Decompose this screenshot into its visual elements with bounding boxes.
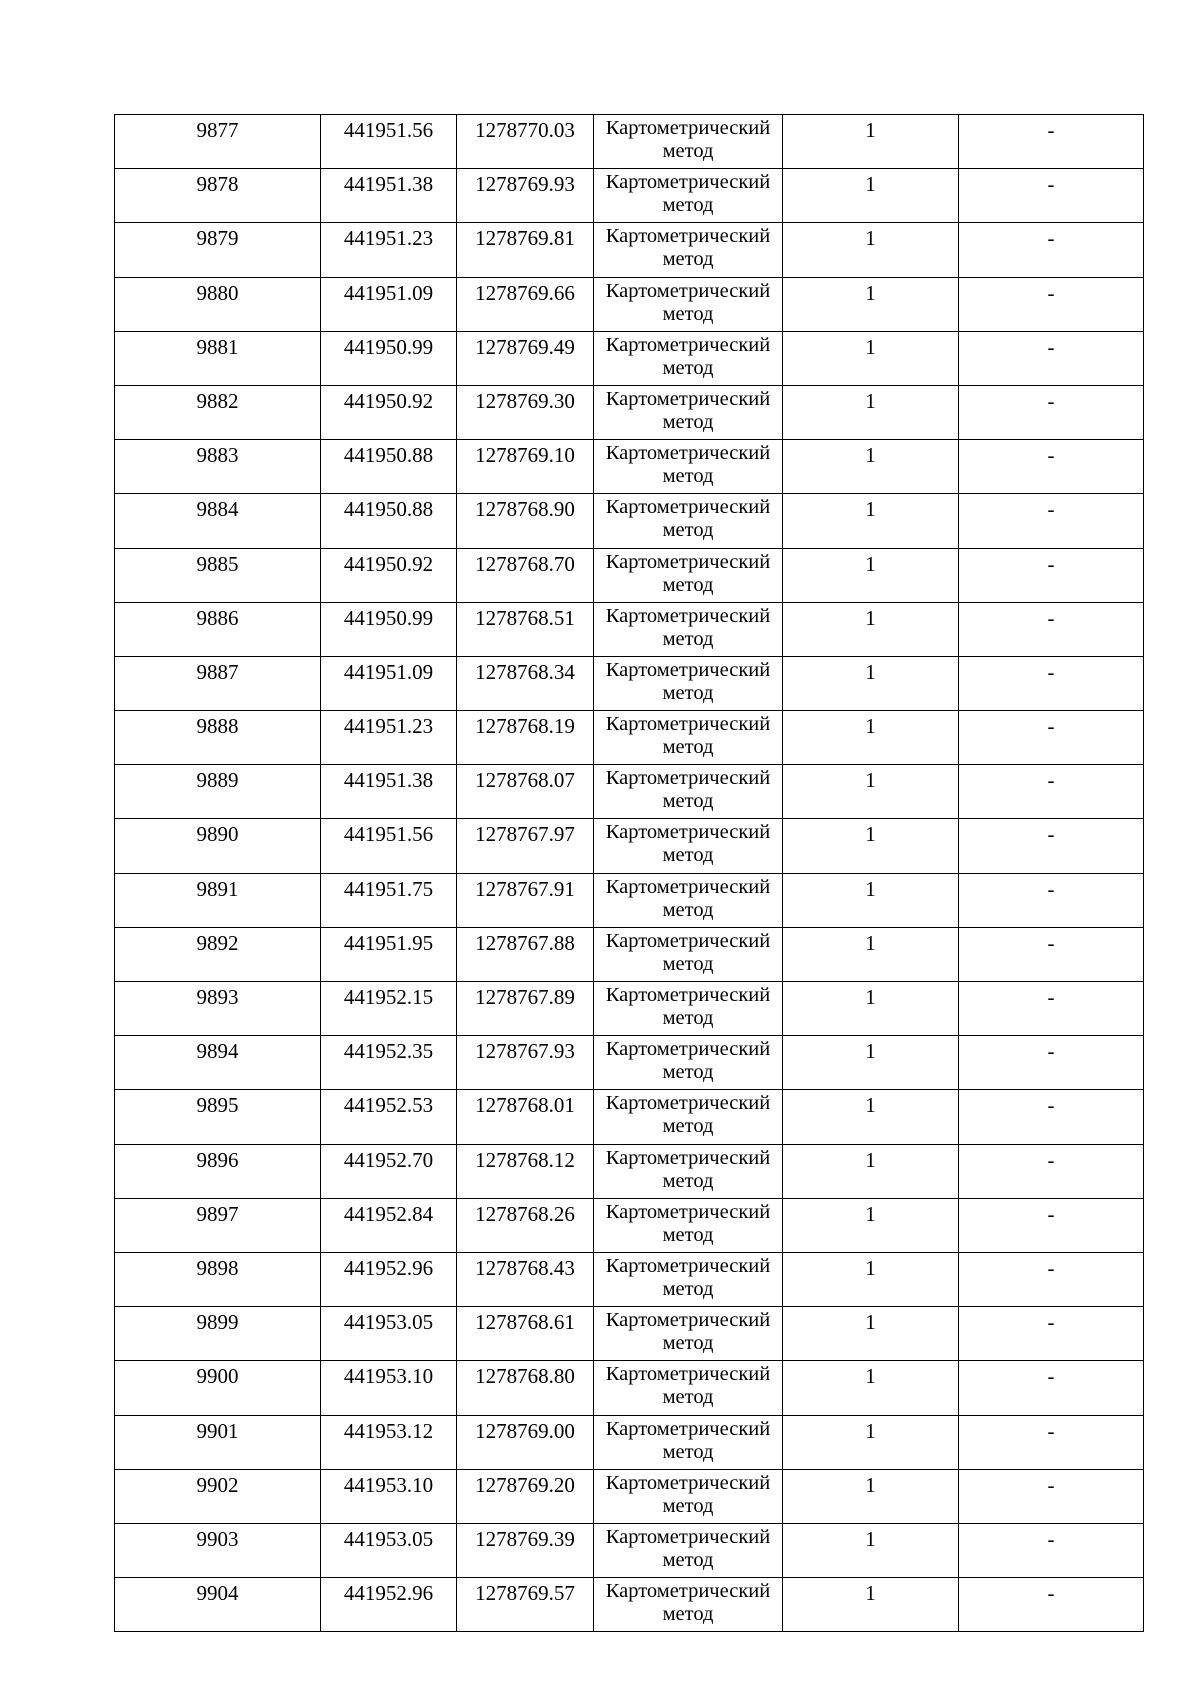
table-row [115, 1415, 1144, 1469]
y-coordinate-cell: 1278770.03 [457, 115, 594, 169]
method-line-1: Картометрический [605, 496, 771, 519]
accuracy-cell: 1 [783, 385, 959, 439]
table-row [115, 440, 1144, 494]
method-line-2: метод [662, 1115, 714, 1138]
table-row [115, 223, 1144, 277]
method-line-2: метод [662, 952, 714, 975]
accuracy-cell: 1 [783, 927, 959, 981]
point-number-cell: 9903 [115, 1523, 321, 1577]
table-row [115, 331, 1144, 385]
note-cell: - [959, 1252, 1144, 1306]
table-row [115, 1361, 1144, 1415]
method-cell [594, 331, 783, 385]
method-cell [594, 1415, 783, 1469]
y-coordinate-cell: 1278769.57 [457, 1578, 594, 1632]
point-number-cell: 9900 [115, 1361, 321, 1415]
point-number-cell: 9891 [115, 873, 321, 927]
point-number-cell: 9904 [115, 1578, 321, 1632]
note-cell: - [959, 1361, 1144, 1415]
x-coordinate-cell: 441951.09 [321, 277, 457, 331]
x-coordinate-cell: 441953.05 [321, 1523, 457, 1577]
method-line-2: метод [662, 1603, 714, 1626]
y-coordinate-cell: 1278768.01 [457, 1090, 594, 1144]
point-number-cell: 9877 [115, 115, 321, 169]
x-coordinate-cell: 441951.56 [321, 115, 457, 169]
point-number-cell: 9880 [115, 277, 321, 331]
method-line-1: Картометрический [605, 442, 771, 465]
coordinates-table [114, 114, 1144, 1632]
method-cell [594, 115, 783, 169]
table-row [115, 548, 1144, 602]
y-coordinate-cell: 1278767.93 [457, 1036, 594, 1090]
note-cell: - [959, 711, 1144, 765]
method-cell [594, 711, 783, 765]
note-cell: - [959, 277, 1144, 331]
note-cell: - [959, 873, 1144, 927]
y-coordinate-cell: 1278768.70 [457, 548, 594, 602]
accuracy-cell: 1 [783, 1144, 959, 1198]
method-line-1: Картометрический [605, 1309, 771, 1332]
method-line-1: Картометрический [605, 929, 771, 952]
accuracy-cell: 1 [783, 711, 959, 765]
accuracy-cell: 1 [783, 819, 959, 873]
table-row [115, 765, 1144, 819]
x-coordinate-cell: 441953.12 [321, 1415, 457, 1469]
method-line-2: метод [662, 790, 714, 813]
point-number-cell: 9886 [115, 602, 321, 656]
note-cell: - [959, 1090, 1144, 1144]
method-line-1: Картометрический [605, 1417, 771, 1440]
method-cell [594, 656, 783, 710]
method-line-2: метод [662, 140, 714, 162]
method-cell [594, 765, 783, 819]
method-line-2: метод [662, 302, 714, 325]
table-row [115, 385, 1144, 439]
point-number-cell: 9895 [115, 1090, 321, 1144]
method-line-2: метод [662, 1007, 714, 1029]
table-row [115, 1198, 1144, 1252]
note-cell: - [959, 331, 1144, 385]
accuracy-cell: 1 [783, 1252, 959, 1306]
x-coordinate-cell: 441952.35 [321, 1036, 457, 1090]
method-line-1: Картометрический [605, 550, 771, 573]
y-coordinate-cell: 1278767.88 [457, 927, 594, 981]
method-line-1: Картометрический [605, 1146, 771, 1169]
method-line-2: метод [662, 519, 714, 542]
x-coordinate-cell: 441950.99 [321, 331, 457, 385]
coordinates-table-body [115, 115, 1144, 1632]
accuracy-cell: 1 [783, 1469, 959, 1523]
note-cell: - [959, 982, 1144, 1036]
table-row [115, 873, 1144, 927]
point-number-cell: 9882 [115, 385, 321, 439]
point-number-cell: 9885 [115, 548, 321, 602]
y-coordinate-cell: 1278769.49 [457, 331, 594, 385]
method-cell [594, 440, 783, 494]
point-number-cell: 9902 [115, 1469, 321, 1523]
x-coordinate-cell: 441953.10 [321, 1361, 457, 1415]
method-line-1: Картометрический [605, 225, 771, 248]
accuracy-cell: 1 [783, 1307, 959, 1361]
table-row [115, 169, 1144, 223]
method-cell [594, 223, 783, 277]
point-number-cell: 9901 [115, 1415, 321, 1469]
method-line-2: метод [662, 736, 714, 759]
table-row [115, 1578, 1144, 1632]
point-number-cell: 9881 [115, 331, 321, 385]
method-line-1: Картометрический [605, 171, 771, 194]
x-coordinate-cell: 441950.92 [321, 385, 457, 439]
note-cell: - [959, 1307, 1144, 1361]
accuracy-cell: 1 [783, 1578, 959, 1632]
x-coordinate-cell: 441951.75 [321, 873, 457, 927]
x-coordinate-cell: 441951.38 [321, 765, 457, 819]
method-line-2: метод [662, 1386, 714, 1409]
table-row [115, 819, 1144, 873]
point-number-cell: 9878 [115, 169, 321, 223]
note-cell: - [959, 494, 1144, 548]
note-cell: - [959, 115, 1144, 169]
method-cell [594, 1252, 783, 1306]
method-line-1: Картометрический [605, 1038, 771, 1061]
note-cell: - [959, 1523, 1144, 1577]
point-number-cell: 9879 [115, 223, 321, 277]
y-coordinate-cell: 1278769.81 [457, 223, 594, 277]
accuracy-cell: 1 [783, 602, 959, 656]
point-number-cell: 9892 [115, 927, 321, 981]
method-line-1: Картометрический [605, 1580, 771, 1603]
y-coordinate-cell: 1278768.90 [457, 494, 594, 548]
y-coordinate-cell: 1278768.26 [457, 1198, 594, 1252]
note-cell: - [959, 1578, 1144, 1632]
method-line-1: Картометрический [605, 1254, 771, 1277]
accuracy-cell: 1 [783, 440, 959, 494]
x-coordinate-cell: 441952.15 [321, 982, 457, 1036]
method-line-1: Картометрический [605, 1092, 771, 1115]
x-coordinate-cell: 441952.96 [321, 1578, 457, 1632]
method-line-2: метод [662, 1440, 714, 1463]
method-line-1: Картометрический [605, 117, 771, 139]
table-row [115, 494, 1144, 548]
method-line-2: метод [662, 410, 714, 433]
accuracy-cell: 1 [783, 656, 959, 710]
x-coordinate-cell: 441952.96 [321, 1252, 457, 1306]
point-number-cell: 9894 [115, 1036, 321, 1090]
point-number-cell: 9890 [115, 819, 321, 873]
accuracy-cell: 1 [783, 765, 959, 819]
method-line-2: метод [662, 1277, 714, 1300]
method-line-1: Картометрический [605, 767, 771, 790]
method-line-2: метод [662, 1332, 714, 1355]
table-row [115, 1469, 1144, 1523]
x-coordinate-cell: 441953.05 [321, 1307, 457, 1361]
method-line-1: Картометрический [605, 658, 771, 681]
point-number-cell: 9888 [115, 711, 321, 765]
method-line-2: метод [662, 1061, 714, 1084]
table-row [115, 982, 1144, 1036]
method-line-2: метод [662, 844, 714, 867]
accuracy-cell: 1 [783, 1198, 959, 1252]
x-coordinate-cell: 441952.53 [321, 1090, 457, 1144]
x-coordinate-cell: 441950.88 [321, 494, 457, 548]
method-cell [594, 927, 783, 981]
method-cell [594, 1361, 783, 1415]
accuracy-cell: 1 [783, 331, 959, 385]
table-row [115, 1307, 1144, 1361]
accuracy-cell: 1 [783, 1361, 959, 1415]
point-number-cell: 9899 [115, 1307, 321, 1361]
method-line-2: метод [662, 898, 714, 921]
method-line-2: метод [662, 1494, 714, 1517]
table-row [115, 115, 1144, 169]
y-coordinate-cell: 1278769.20 [457, 1469, 594, 1523]
note-cell: - [959, 1415, 1144, 1469]
x-coordinate-cell: 441952.70 [321, 1144, 457, 1198]
y-coordinate-cell: 1278769.30 [457, 385, 594, 439]
x-coordinate-cell: 441951.23 [321, 223, 457, 277]
y-coordinate-cell: 1278767.97 [457, 819, 594, 873]
x-coordinate-cell: 441953.10 [321, 1469, 457, 1523]
note-cell: - [959, 602, 1144, 656]
y-coordinate-cell: 1278768.61 [457, 1307, 594, 1361]
note-cell: - [959, 765, 1144, 819]
point-number-cell: 9898 [115, 1252, 321, 1306]
method-line-1: Картометрический [605, 1525, 771, 1548]
method-line-1: Картометрический [605, 604, 771, 627]
x-coordinate-cell: 441951.38 [321, 169, 457, 223]
method-cell [594, 494, 783, 548]
accuracy-cell: 1 [783, 982, 959, 1036]
method-cell [594, 1523, 783, 1577]
method-line-2: метод [662, 356, 714, 379]
method-cell [594, 873, 783, 927]
table-row [115, 1144, 1144, 1198]
table-row [115, 1036, 1144, 1090]
method-cell [594, 602, 783, 656]
table-row [115, 1090, 1144, 1144]
y-coordinate-cell: 1278769.39 [457, 1523, 594, 1577]
accuracy-cell: 1 [783, 873, 959, 927]
y-coordinate-cell: 1278768.34 [457, 656, 594, 710]
note-cell: - [959, 1144, 1144, 1198]
point-number-cell: 9889 [115, 765, 321, 819]
y-coordinate-cell: 1278768.51 [457, 602, 594, 656]
method-line-2: метод [662, 1548, 714, 1571]
y-coordinate-cell: 1278768.19 [457, 711, 594, 765]
note-cell: - [959, 440, 1144, 494]
table-row [115, 1523, 1144, 1577]
method-line-2: метод [662, 573, 714, 596]
note-cell: - [959, 385, 1144, 439]
x-coordinate-cell: 441951.23 [321, 711, 457, 765]
point-number-cell: 9887 [115, 656, 321, 710]
method-line-1: Картометрический [605, 821, 771, 844]
x-coordinate-cell: 441950.99 [321, 602, 457, 656]
method-cell [594, 1144, 783, 1198]
accuracy-cell: 1 [783, 1036, 959, 1090]
y-coordinate-cell: 1278768.07 [457, 765, 594, 819]
accuracy-cell: 1 [783, 1523, 959, 1577]
point-number-cell: 9884 [115, 494, 321, 548]
table-row [115, 1252, 1144, 1306]
note-cell: - [959, 1036, 1144, 1090]
method-cell [594, 982, 783, 1036]
y-coordinate-cell: 1278767.89 [457, 982, 594, 1036]
x-coordinate-cell: 441952.84 [321, 1198, 457, 1252]
accuracy-cell: 1 [783, 277, 959, 331]
method-cell [594, 548, 783, 602]
y-coordinate-cell: 1278767.91 [457, 873, 594, 927]
y-coordinate-cell: 1278769.93 [457, 169, 594, 223]
x-coordinate-cell: 441950.88 [321, 440, 457, 494]
note-cell: - [959, 548, 1144, 602]
table-row [115, 927, 1144, 981]
x-coordinate-cell: 441951.95 [321, 927, 457, 981]
accuracy-cell: 1 [783, 223, 959, 277]
y-coordinate-cell: 1278769.00 [457, 1415, 594, 1469]
method-cell [594, 1578, 783, 1632]
method-line-2: метод [662, 1169, 714, 1192]
method-line-1: Картометрический [605, 333, 771, 356]
y-coordinate-cell: 1278768.12 [457, 1144, 594, 1198]
table-row [115, 602, 1144, 656]
method-line-1: Картометрический [605, 1471, 771, 1494]
method-line-2: метод [662, 465, 714, 488]
point-number-cell: 9897 [115, 1198, 321, 1252]
point-number-cell: 9896 [115, 1144, 321, 1198]
method-line-2: метод [662, 248, 714, 271]
method-line-2: метод [662, 194, 714, 217]
table-row [115, 656, 1144, 710]
method-line-2: метод [662, 1223, 714, 1246]
note-cell: - [959, 927, 1144, 981]
point-number-cell: 9883 [115, 440, 321, 494]
method-line-1: Картометрический [605, 387, 771, 410]
method-cell [594, 169, 783, 223]
x-coordinate-cell: 441950.92 [321, 548, 457, 602]
method-cell [594, 385, 783, 439]
point-number-cell: 9893 [115, 982, 321, 1036]
method-line-1: Картометрический [605, 984, 771, 1006]
method-cell [594, 819, 783, 873]
method-line-1: Картометрический [605, 279, 771, 302]
method-line-1: Картометрический [605, 875, 771, 898]
accuracy-cell: 1 [783, 115, 959, 169]
method-line-2: метод [662, 681, 714, 704]
method-cell [594, 1469, 783, 1523]
table-row [115, 711, 1144, 765]
note-cell: - [959, 223, 1144, 277]
table-row [115, 277, 1144, 331]
method-cell [594, 277, 783, 331]
x-coordinate-cell: 441951.09 [321, 656, 457, 710]
y-coordinate-cell: 1278768.80 [457, 1361, 594, 1415]
x-coordinate-cell: 441951.56 [321, 819, 457, 873]
y-coordinate-cell: 1278768.43 [457, 1252, 594, 1306]
accuracy-cell: 1 [783, 1415, 959, 1469]
note-cell: - [959, 656, 1144, 710]
note-cell: - [959, 819, 1144, 873]
note-cell: - [959, 1469, 1144, 1523]
y-coordinate-cell: 1278769.10 [457, 440, 594, 494]
y-coordinate-cell: 1278769.66 [457, 277, 594, 331]
accuracy-cell: 1 [783, 169, 959, 223]
accuracy-cell: 1 [783, 494, 959, 548]
note-cell: - [959, 1198, 1144, 1252]
note-cell: - [959, 169, 1144, 223]
method-cell [594, 1090, 783, 1144]
accuracy-cell: 1 [783, 1090, 959, 1144]
method-line-1: Картометрический [605, 713, 771, 736]
method-cell [594, 1036, 783, 1090]
method-cell [594, 1307, 783, 1361]
accuracy-cell: 1 [783, 548, 959, 602]
method-cell [594, 1198, 783, 1252]
method-line-1: Картометрический [605, 1363, 771, 1386]
method-line-2: метод [662, 627, 714, 650]
method-line-1: Картометрический [605, 1200, 771, 1223]
